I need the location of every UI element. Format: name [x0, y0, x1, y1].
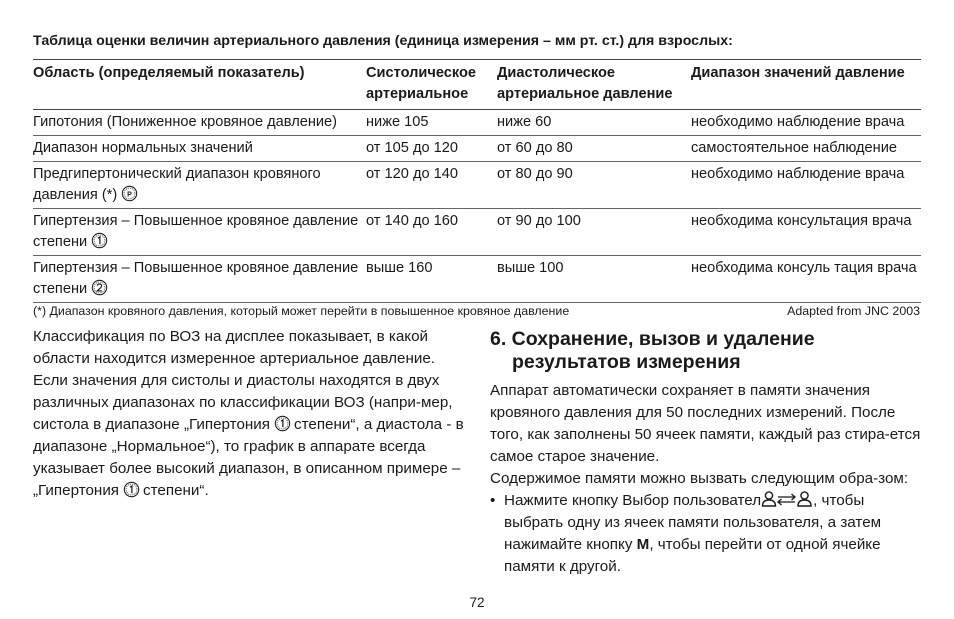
classification-paragraph: [33, 326, 473, 502]
table-row: [33, 209, 921, 256]
cell-range: необходима консультация врача: [691, 209, 921, 256]
text-part: Классификация по ВОЗ на дисплее показывает, в какой области находится измеренное артериальное давление. Если значения для систолы и диастолы находятся в двух различных диапазонах по классификации ВОЗ (напри-мер, систола в диапазоне „Гипертония: [33, 328, 453, 433]
page-title: Таблица оценки величин артериального давления (единица измерения – мм рт. ст.) для взрослых:: [33, 33, 733, 49]
area-label: Диапазон нормальных значений: [33, 140, 253, 156]
section-paragraph: Аппарат автоматически сохраняет в памяти значения кровяного давления для 50 последних измерений. После того, как заполнены 50 ячеек памяти, каждый раз стира-ется самое старое значение.: [490, 382, 921, 465]
blood-pressure-table: [33, 59, 921, 303]
hypertension-stage-1-icon: [274, 415, 291, 432]
cell-area: [33, 136, 366, 162]
cell-systolic: от 120 до 140: [366, 162, 497, 209]
table-row: [33, 136, 921, 162]
table-row: [33, 256, 921, 303]
cell-range: самостоятельное наблюдение: [691, 136, 921, 162]
table-footnote: (*) Диапазон кровяного давления, который может перейти в повышенное кровяное давление: [33, 304, 570, 318]
classification-text: [33, 326, 473, 502]
text-part: Нажмите кнопку Выбор пользовател: [504, 492, 762, 509]
bullet-mark: •: [490, 492, 496, 509]
section-heading: 6. Сохранение, вызов и удаление результатов измерения: [490, 328, 815, 373]
svg-text:P: P: [127, 190, 133, 199]
area-label: Гипотония (Пониженное кровяное давление): [33, 114, 338, 130]
text-part: степени“.: [143, 482, 209, 499]
cell-diastolic: ниже 60: [497, 110, 691, 136]
cell-diastolic: от 60 до 80: [497, 136, 691, 162]
section-paragraph: Содержимое памяти можно вызвать следующим обра-зом:: [490, 470, 909, 487]
cell-area: [33, 110, 366, 136]
memory-key-label: M: [636, 536, 650, 553]
table-row: [33, 110, 921, 136]
header-systolic: Систолическое артериальное: [366, 60, 497, 110]
list-item: [490, 490, 922, 578]
header-area: Область (определяемый показатель): [33, 60, 366, 110]
cell-systolic: ниже 105: [366, 110, 497, 136]
page-number: 72: [469, 595, 485, 610]
hypertension-stage-1-icon: [91, 232, 108, 249]
area-label: Гипертензия – Повышенное кровяное давление степени: [33, 213, 359, 250]
cell-area: [33, 209, 366, 256]
cell-systolic: от 105 до 120: [366, 136, 497, 162]
cell-diastolic: от 90 до 100: [497, 209, 691, 256]
cell-range: необходима консуль тация врача: [691, 256, 921, 303]
hypertension-stage-1-icon: [123, 481, 140, 498]
cell-area: [33, 256, 366, 303]
cell-systolic: от 140 до 160: [366, 209, 497, 256]
cell-range: необходимо наблюдение врача: [691, 110, 921, 136]
cell-diastolic: от 80 до 90: [497, 162, 691, 209]
memory-section: [490, 328, 922, 578]
table-header-row: [33, 60, 921, 110]
hypertension-stage-2-icon: [91, 279, 108, 296]
cell-diastolic: выше 100: [497, 256, 691, 303]
cell-systolic: выше 160: [366, 256, 497, 303]
source-note: Adapted from JNC 2003: [787, 304, 920, 318]
user-switch-icon: [761, 490, 813, 508]
cell-range: необходимо наблюдение врача: [691, 162, 921, 209]
cell-area: [33, 162, 366, 209]
area-label: Предгипертонический диапазон кровяного давления (*): [33, 166, 321, 203]
text-part: , чтобы перейти от одной ячейке памяти к другой.: [504, 536, 881, 575]
area-label: Гипертензия – Повышенное кровяное давление степени: [33, 260, 359, 297]
header-range: Диапазон значений давление: [691, 60, 921, 110]
table-row: [33, 162, 921, 209]
text-part: , чтобы выбрать одну из ячеек памяти пользователя, а затем нажимайте кнопку: [504, 492, 882, 553]
header-diastolic: Диастолическое артериальное давление: [497, 60, 691, 110]
prehypertension-icon: [121, 185, 138, 202]
text-part: степени“, а диастола - в диапазоне „Нормальное“), то график в аппарате всегда указывает более высокий диапазон, в описанном примере – „Гипертония: [33, 416, 464, 499]
